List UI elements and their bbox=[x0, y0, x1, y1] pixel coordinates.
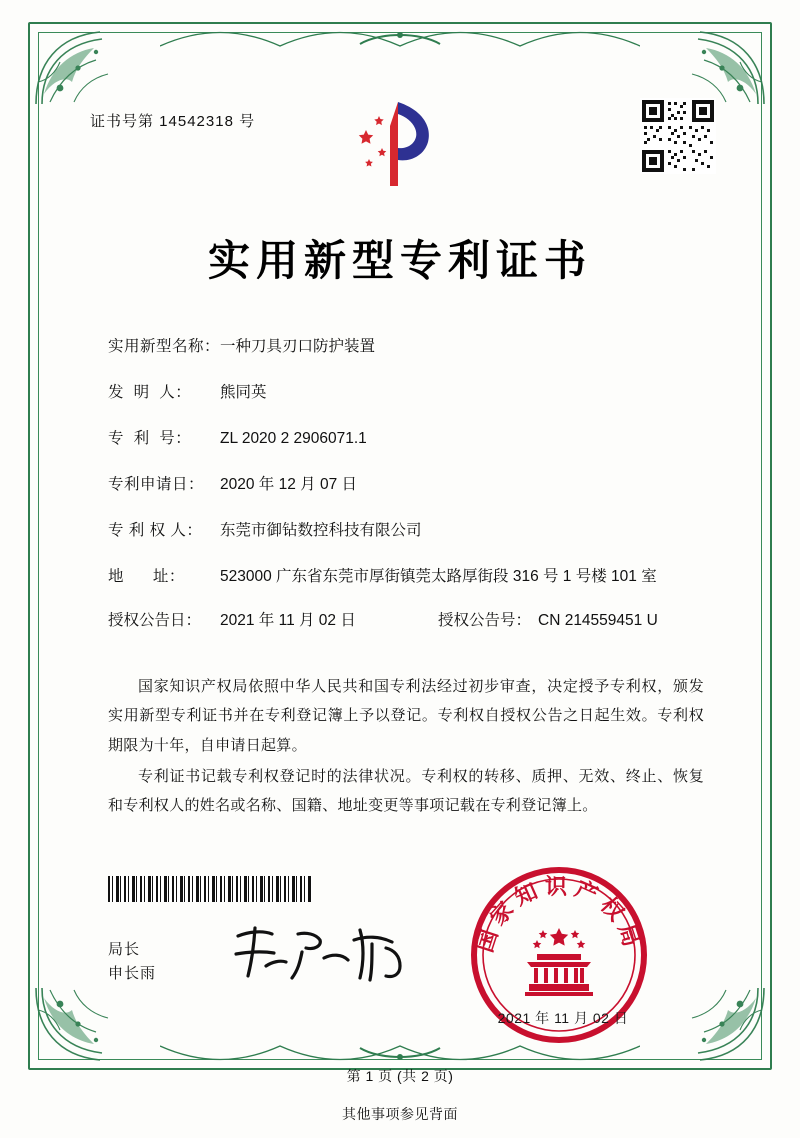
field-label: 专 利 号： bbox=[108, 430, 192, 448]
field-value: 2020 年 12 月 07 日 bbox=[220, 476, 357, 494]
field-value: 523000 广东省东莞市厚街镇莞太路厚街段 316 号 1 号楼 101 室 bbox=[220, 568, 657, 586]
seal-date: 2021 年 11 月 02 日 bbox=[497, 1010, 629, 1026]
field-value: ZL 2020 2 2906071.1 bbox=[220, 430, 367, 448]
body-paragraph: 国家知识产权局依照中华人民共和国专利法经过初步审查，决定授予专利权，颁发实用新型专利证书并在专利登记簿上予以登记。专利权自授权公告之日起生效。专利权期限为十年，自申请日起算。 bbox=[108, 677, 704, 754]
signer-block bbox=[108, 938, 156, 986]
certificate-body bbox=[108, 672, 704, 822]
field-value: 东莞市御钻数控科技有限公司 bbox=[220, 522, 422, 540]
barcode bbox=[108, 876, 312, 902]
qr-code-icon bbox=[640, 98, 716, 174]
field-inventor bbox=[108, 381, 704, 405]
field-value: 2021 年 11 月 02 日 bbox=[220, 612, 356, 630]
field-label: 授权公告号： bbox=[438, 612, 532, 630]
field-label: 专利申请日： bbox=[108, 476, 205, 494]
handwritten-signature-icon bbox=[228, 918, 418, 990]
signer-title: 局长 bbox=[108, 941, 141, 958]
field-utility-model-name bbox=[108, 335, 704, 359]
field-grant-date bbox=[108, 609, 438, 633]
field-patentee bbox=[108, 519, 704, 543]
field-label: 实用新型名称： bbox=[108, 338, 221, 355]
svg-text:国家知识产权局: 国家知识产权局 bbox=[471, 874, 647, 956]
field-application-date bbox=[108, 473, 704, 497]
field-patent-number bbox=[108, 427, 704, 451]
field-grant-number bbox=[438, 609, 704, 633]
certificate-fields bbox=[108, 335, 704, 647]
page-title: 实用新型专利证书 bbox=[207, 236, 592, 285]
body-paragraph: 专利证书记载专利权登记时的法律状况。专利权的转移、质押、无效、终止、恢复和专利权人的姓名或名称、国籍、地址变更等事项记载在专利登记簿上。 bbox=[108, 766, 704, 814]
field-value: 熊同英 bbox=[220, 384, 267, 402]
field-address bbox=[108, 565, 704, 589]
footnote: 其他事项参见背面 bbox=[342, 1106, 458, 1122]
field-label: 地 址： bbox=[108, 568, 185, 586]
field-label: 专 利 权 人： bbox=[108, 522, 203, 540]
page-number: 第 1 页 (共 2 页) bbox=[346, 1068, 454, 1084]
cnipa-logo-icon bbox=[352, 96, 448, 192]
field-grant-row bbox=[108, 609, 704, 633]
signer-name: 申长雨 bbox=[108, 965, 157, 982]
field-label: 发 明 人： bbox=[108, 384, 192, 402]
field-label: 授权公告日： bbox=[108, 612, 202, 630]
field-value: 一种刀具刃口防护装置 bbox=[220, 338, 376, 355]
certificate-number: 证书号第 14542318 号 bbox=[90, 113, 256, 130]
field-value: CN 214559451 U bbox=[538, 612, 658, 630]
